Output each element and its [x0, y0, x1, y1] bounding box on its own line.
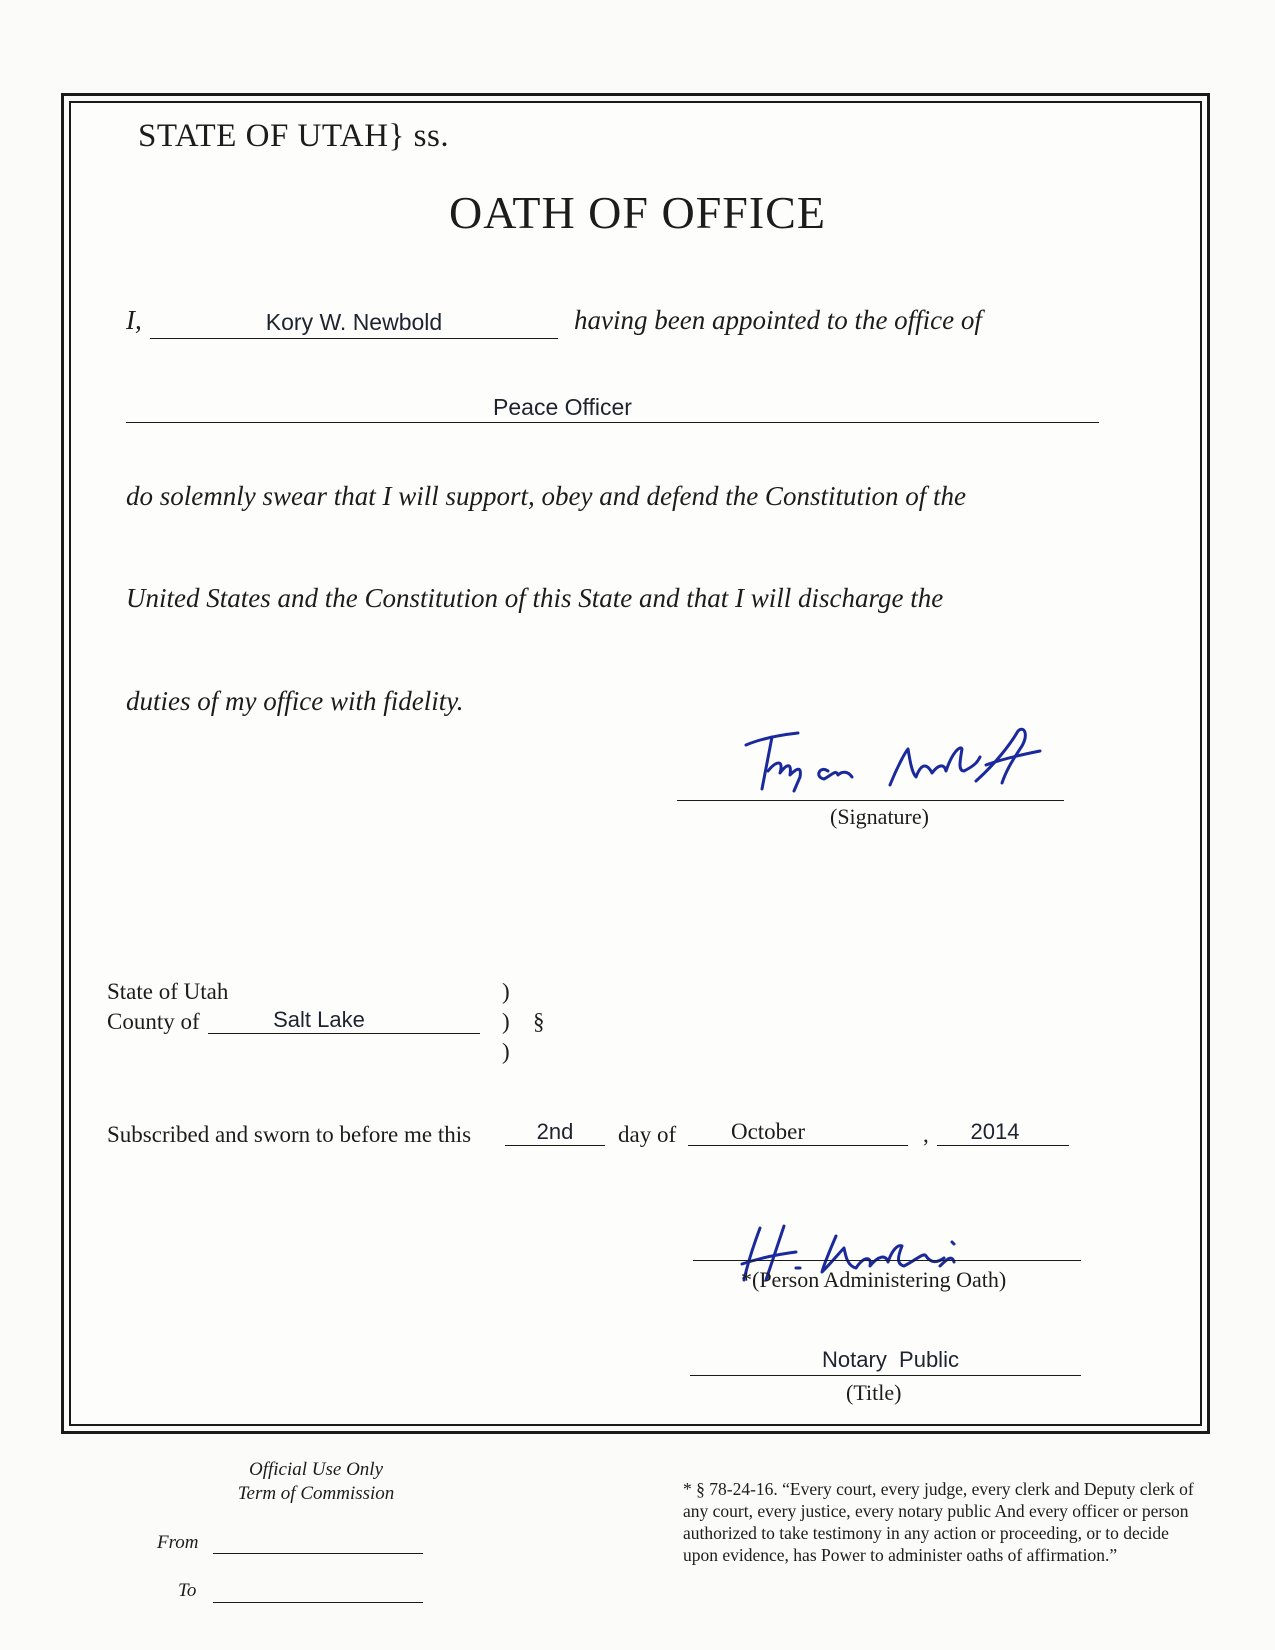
- official-use-label: Official Use Only: [248, 1459, 384, 1480]
- office-field: [126, 393, 1099, 423]
- sworn-year: 2014: [970, 1119, 1020, 1144]
- statute-footnote: * § 78-24-16. “Every court, every judge, every clerk and Deputy clerk of any court, every justice, every notary public And every officer or person authorized to take testimony in any action or proceeding, or to decide upon evidence, has Power to administer oaths of affirmation.”: [683, 1479, 1194, 1565]
- sworn-day-of: day of: [618, 1122, 677, 1147]
- venue-paren-3: ): [502, 1039, 510, 1064]
- venue-state: State of Utah: [107, 979, 229, 1004]
- venue-paren-1: ): [502, 979, 510, 1004]
- venue-county-field: [208, 1006, 480, 1034]
- sworn-year-field: [937, 1118, 1069, 1146]
- appointed-text: having been appointed to the office of: [574, 305, 982, 335]
- from-field: [213, 1531, 423, 1554]
- sworn-day-field: [505, 1118, 605, 1146]
- to-label: To: [178, 1580, 197, 1601]
- sworn-comma: ,: [923, 1122, 929, 1147]
- venue-paren-2: ): [502, 1009, 510, 1034]
- officer-name: Kory W. Newbold: [265, 309, 443, 335]
- administrator-signature-line: [693, 1224, 1081, 1261]
- oath-pronoun: I,: [126, 305, 142, 335]
- officer-signature-line: [677, 760, 1064, 801]
- sworn-month-field: [688, 1118, 908, 1146]
- oath-line-3: duties of my office with fidelity.: [126, 686, 464, 716]
- section-mark: §: [533, 1009, 545, 1034]
- title-caption: (Title): [846, 1380, 902, 1405]
- term-of-commission-label: Term of Commission: [237, 1483, 395, 1504]
- oath-line-1: do solemnly swear that I will support, obey and defend the Constitution of the: [126, 481, 966, 511]
- document-title: OATH OF OFFICE: [449, 187, 826, 238]
- administrator-caption: *(Person Administering Oath): [741, 1267, 1007, 1292]
- to-field: [213, 1580, 423, 1603]
- office-name: Peace Officer: [493, 394, 632, 420]
- signature-caption: (Signature): [830, 804, 929, 829]
- venue-county-label: County of: [107, 1009, 200, 1034]
- officer-name-field: [150, 306, 558, 339]
- sworn-day: 2nd: [536, 1119, 574, 1144]
- from-label: From: [157, 1532, 199, 1553]
- venue-county: Salt Lake: [273, 1007, 365, 1032]
- sworn-prefix: Subscribed and sworn to before me this: [107, 1122, 472, 1147]
- state-heading: STATE OF UTAH} ss.: [138, 118, 450, 154]
- sworn-month: October: [730, 1119, 806, 1144]
- administrator-title: Notary Public: [822, 1347, 959, 1372]
- oath-line-2: United States and the Constitution of this State and that I will discharge the: [126, 583, 944, 613]
- administrator-title-field: [690, 1345, 1081, 1376]
